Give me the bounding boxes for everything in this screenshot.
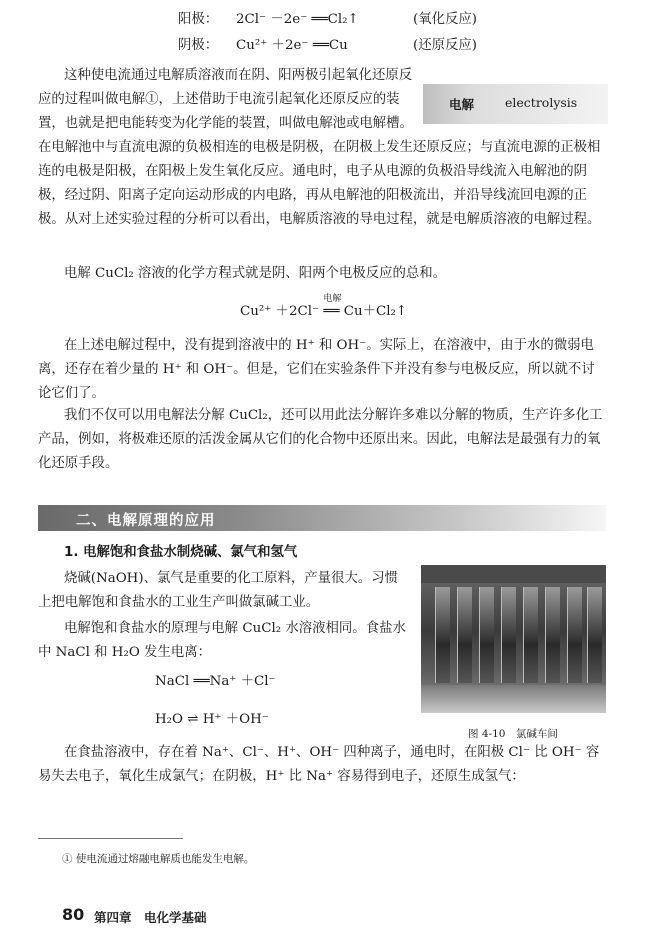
- subsection-title: 1. 电解饱和食盐水制烧碱、氯气和氢气: [64, 545, 298, 560]
- paragraph-brine-ionization: 电解饱和食盐水的原理与电解 CuCl₂ 水溶液相同。食盐水中 NaCl 和 H₂O 发生电离：: [38, 621, 406, 660]
- page-number: 80: [62, 905, 85, 924]
- cathode-label: 阴极：: [178, 38, 219, 53]
- anode-label: 阳极：: [178, 12, 219, 27]
- overall-eq-right: Cu＋Cl₂↑: [343, 304, 408, 319]
- term-chinese: 电解: [449, 97, 475, 112]
- term-english: electrolysis: [505, 95, 578, 110]
- overall-eq-left: Cu²⁺ ＋2Cl⁻: [240, 304, 320, 319]
- anode-reaction-type: (氧化反应): [413, 12, 478, 27]
- paragraph-electrolysis-uses: 我们不仅可以用电解法分解 CuCl₂，还可以用此法分解许多难以分解的物质，生产许多化工产品，例如，将极难还原的活泼金属从它们的化合物中还原出来。因此，电解法是最强有力的氧化还原手段。: [38, 408, 603, 471]
- equation-nacl: NaCl ══Na⁺ ＋Cl⁻: [155, 674, 276, 689]
- footnote: ① 使电流通过熔融电解质也能发生电解。: [62, 853, 255, 865]
- overall-eq-arrow: 电解 ══: [323, 294, 342, 319]
- paragraph-electrolysis-definition: 这种使电流通过电解质溶液而在阴、阳两极引起氧化还原反应的过程叫做电解①，上述借助于电流引起氧化还原反应的装置，也就是把电能转变为化学能的装置，叫做电解池或电解槽。在电解池中与直流电源的负极相连的电极是阴极，在阴极上发生还原反应；与直流电源的正极相连的电极是阳极，在阳极上发生氧化反应。通电时，电子从电源的负极沿导线流入电解池的阴极，经过阴、阳离子定向运动形成的内电路，再从电解池的阳极流出，并沿导线流回电源的正极。从对上述实验过程的分析可以看出，电解质溶液的导电过程，就是电解质溶液的电解过程。: [38, 68, 601, 227]
- chlor-alkali-workshop-photo: [421, 565, 606, 713]
- overall-eq-condition: 电解: [323, 294, 342, 304]
- paragraph-h-oh-ions: 在上述电解过程中，没有提到溶液中的 H⁺ 和 OH⁻。实际上，在溶液中，由于水的微弱电离，还存在着少量的 H⁺ 和 OH⁻。但是，它们在实验条件下并没有参与电极反应，所以就不讨论它们了。: [38, 338, 595, 401]
- paragraph-cucl2-intro: 电解 CuCl₂ 溶液的化学方程式就是阴、阳两个电极反应的总和。: [64, 266, 447, 281]
- overall-equation: [240, 294, 408, 319]
- section-header: [38, 505, 606, 531]
- footnote-divider: [38, 838, 183, 839]
- paragraph-electrode-reactions: 在食盐溶液中，存在着 Na⁺、Cl⁻、H⁺、OH⁻ 四种离子，通电时，在阳极 Cl⁻ 比 OH⁻ 容易失去电子，氧化生成氯气；在阴极，H⁺ 比 Na⁺ 容易得到电子，还原生成氢气：: [38, 745, 600, 784]
- figure-caption: 图 4-10 氯碱车间: [468, 728, 558, 740]
- equation-h2o: H₂O ⇌ H⁺ ＋OH⁻: [155, 712, 269, 727]
- cathode-equation: Cu²⁺ ＋2e⁻ ══Cu: [236, 38, 348, 53]
- chapter-title: 第四章 电化学基础: [94, 910, 207, 925]
- cathode-reaction-type: (还原反应): [413, 38, 478, 53]
- paragraph-chlor-alkali: 烧碱(NaOH)、氯气是重要的化工原料，产量很大。习惯上把电解饱和食盐水的工业生产叫做氯碱工业。: [38, 571, 399, 610]
- anode-equation: 2Cl⁻ －2e⁻ ══Cl₂↑: [236, 12, 359, 27]
- section-title: 二、电解原理的应用: [76, 513, 216, 529]
